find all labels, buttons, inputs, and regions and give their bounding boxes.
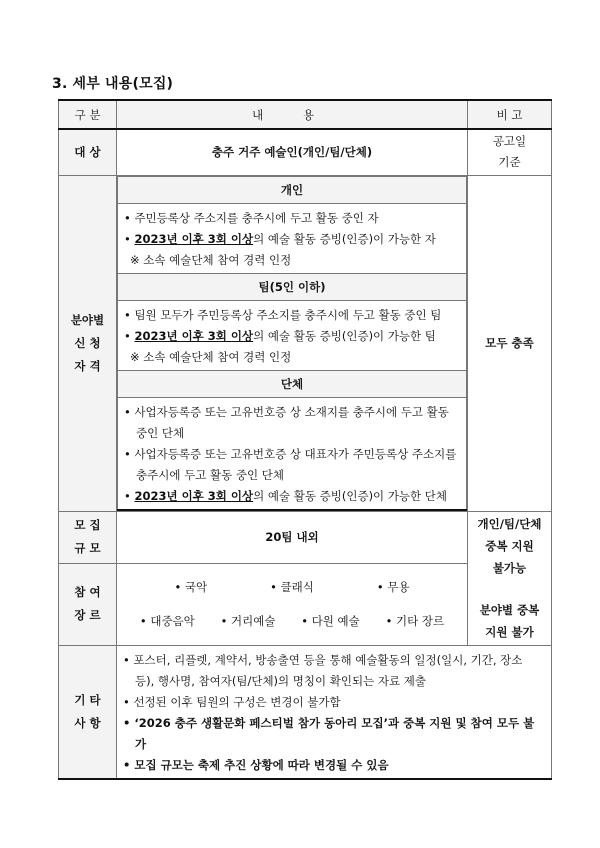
scale-row (59, 511, 552, 563)
header-remarks: 비 고 (468, 100, 552, 129)
etc-row (59, 645, 552, 779)
genre-label (59, 563, 117, 645)
qualification-content (117, 175, 468, 511)
team-items (118, 300, 467, 370)
etc-label (59, 645, 117, 779)
genre-note-line5: 지원 불가 (485, 625, 534, 639)
section-title: 3. 세부 내용(모집) (52, 76, 174, 92)
individual-items (118, 203, 467, 273)
target-row (59, 129, 552, 175)
genre-note-line4: 분야별 중복 (479, 603, 540, 617)
list-item: • 2023년 이후 3회 이상의 예술 활동 증빙(인증)이 가능한 자 (124, 231, 436, 246)
genre-label-line1: 참 여 (74, 585, 101, 599)
qualification-label (59, 175, 117, 511)
individual-heading: 개인 (118, 176, 467, 203)
list-item: • 사업자등록증 또는 고유번호증 상 소재지를 충주시에 두고 활동 중인 단체 (124, 404, 449, 440)
list-item: • 모집 규모는 축제 추진 상황에 따라 변경될 수 있음 (123, 757, 389, 772)
genre-content (117, 563, 468, 645)
list-item: • 팀원 모두가 주민등록상 주소지를 충주시에 두고 활동 중인 팀 (124, 307, 442, 322)
genre-label-line2: 장 르 (74, 608, 101, 622)
header-content: 내 용 (117, 100, 468, 129)
qualification-label-line2: 신 청 (74, 335, 101, 350)
genre-note-line3: 불가능 (492, 561, 527, 575)
genre-note-line1: 개인/팀/단체 (477, 517, 542, 531)
target-note (468, 129, 552, 175)
genre-note-line2: 중복 지원 (485, 539, 534, 553)
genre-row2 (117, 613, 467, 629)
genre-item: • 대중음악 (139, 614, 195, 628)
qualification-label-line1: 분야별 (70, 312, 105, 327)
team-heading: 팀(5인 이하) (118, 273, 467, 300)
target-note-line1: 공고일 (492, 134, 527, 149)
genre-item: • 거리예술 (220, 614, 276, 628)
table-header-row (59, 100, 552, 129)
target-content: 충주 거주 예술인(개인/팀/단체) (117, 129, 468, 175)
etc-label-line1: 기 타 (74, 692, 101, 707)
genre-item: • 국악 (174, 580, 208, 594)
scale-label (59, 511, 117, 563)
etc-content (117, 645, 552, 779)
genre-item: • 무용 (376, 580, 410, 594)
group-heading: 단체 (118, 370, 467, 397)
scale-label-line1: 모 집 (74, 518, 101, 532)
scale-label-line2: 규 모 (74, 541, 101, 555)
target-label: 대 상 (59, 129, 117, 175)
list-item: • 포스터, 리플렛, 계약서, 방송출연 등을 통해 예술활동의 일정(일시, 기간, 장소 등), 행사명, 참여자(팀/단체)의 명칭이 확인되는 자료 제출 (123, 652, 523, 688)
genre-row1 (117, 579, 467, 595)
list-item: • 사업자등록증 또는 고유번호증 상 대표자가 주민등록상 주소지를 충주시에 두고 활동 중인 단체 (124, 446, 457, 482)
list-item: • 주민등록상 주소지를 충주시에 두고 활동 중인 자 (124, 210, 379, 225)
qualification-note: 모두 충족 (468, 175, 552, 511)
list-item: • 2023년 이후 3회 이상의 예술 활동 증빙(인증)이 가능한 팀 (124, 328, 436, 343)
genre-item: • 기타 장르 (385, 614, 445, 628)
list-item: • 선정된 이후 팀원의 구성은 변경이 불가함 (123, 694, 341, 709)
etc-label-line2: 사 항 (74, 715, 101, 730)
qualification-label-line3: 자 격 (74, 358, 101, 373)
recruitment-table (58, 99, 552, 780)
list-item: • 2023년 이후 3회 이상의 예술 활동 증빙(인증)이 가능한 단체 (124, 488, 448, 503)
scale-content: 20팀 내외 (117, 511, 468, 563)
genre-item: • 클래식 (270, 580, 314, 594)
list-item: • ‘2026 충주 생활문화 페스티벌 참가 동아리 모집’과 중복 지원 및 참여 모두 불가 (123, 715, 535, 751)
header-category: 구 분 (59, 100, 117, 129)
group-items (118, 397, 467, 510)
individual-remark: ※ 소속 예술단체 참여 경력 인정 (130, 252, 292, 267)
genre-note (468, 511, 552, 645)
qualification-row (59, 175, 552, 511)
team-remark: ※ 소속 예술단체 참여 경력 인정 (130, 349, 292, 364)
target-note-line2: 기준 (498, 155, 521, 170)
genre-item: • 다원 예술 (301, 614, 360, 628)
